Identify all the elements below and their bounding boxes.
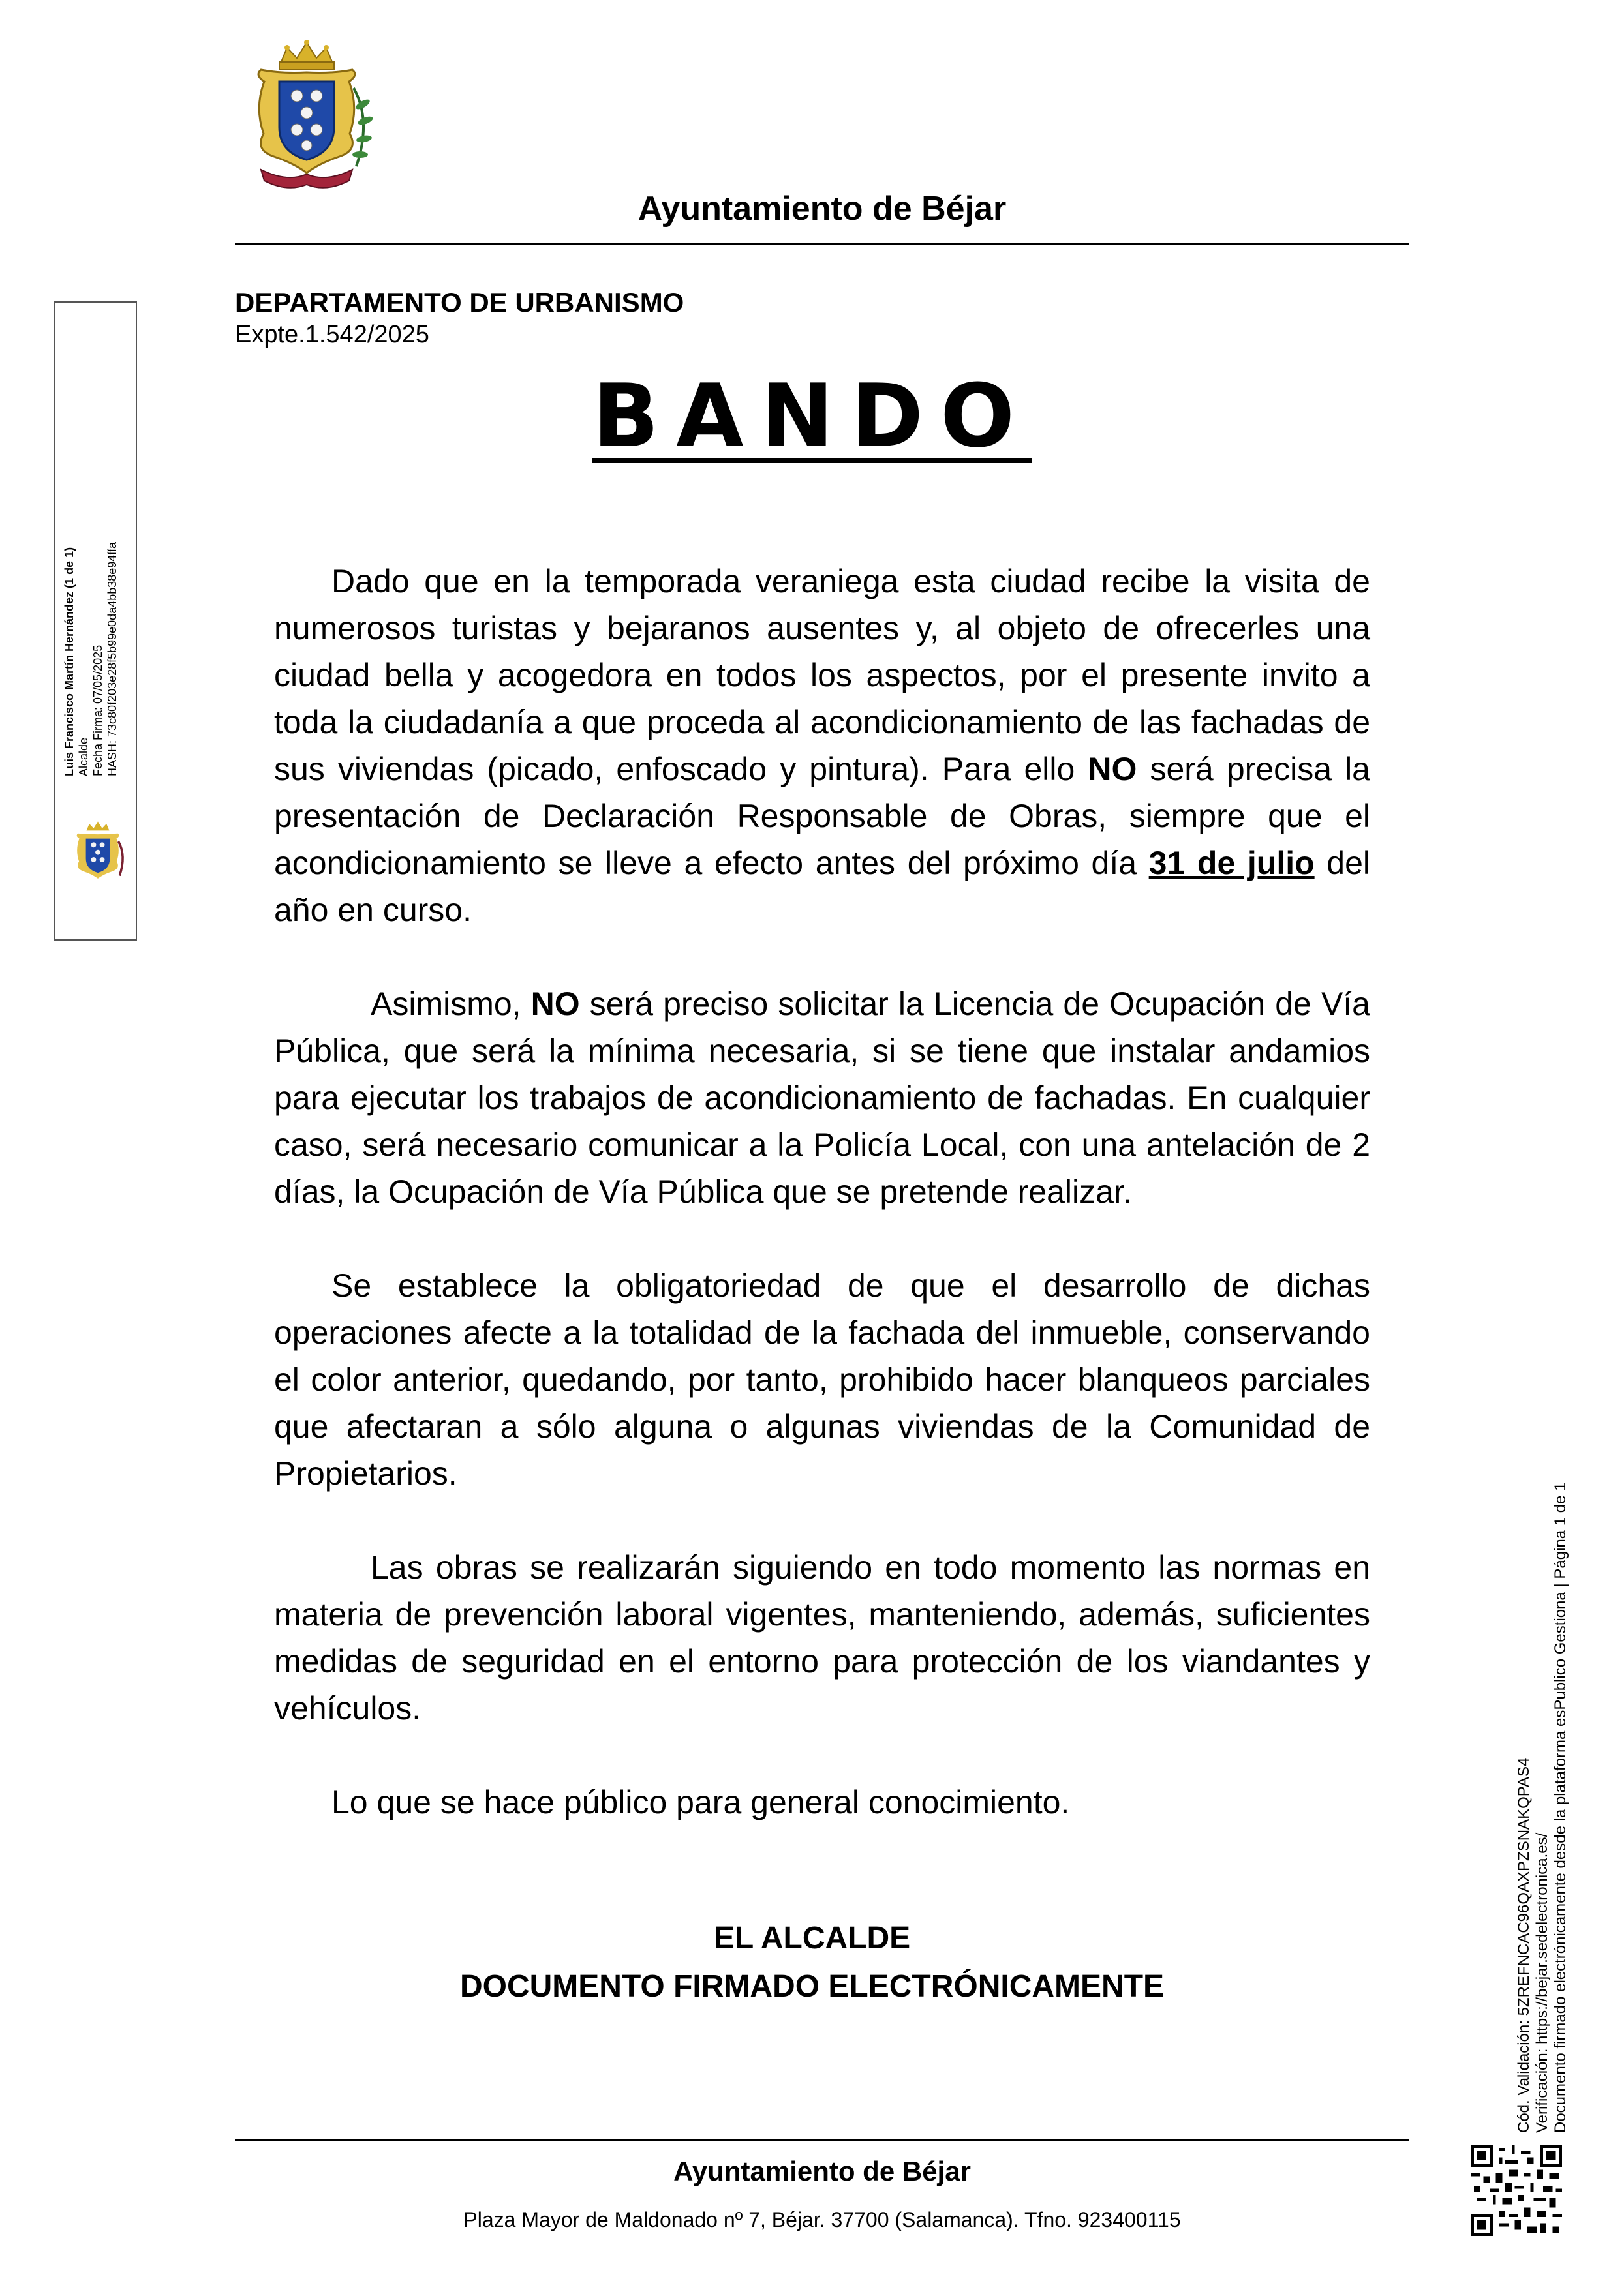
paragraph-5: Lo que se hace público para general conocimiento.: [331, 1784, 1070, 1820]
header-divider: [235, 243, 1409, 245]
footer-divider: [235, 2139, 1409, 2141]
paragraph-2-text-a: Asimismo,: [371, 986, 531, 1022]
paragraph-4: Las obras se realizarán siguiendo en todo momento las normas en materia de prevención laboral vigentes, manteniendo, además, suficientes medidas de seguridad en el entorno para protección de los viandantes y vehículos.: [274, 1549, 1370, 1727]
signature-role: EL ALCALDE: [713, 1921, 911, 1956]
coat-of-arms-icon: [235, 36, 378, 192]
paragraph-3: Se establece la obligatoriedad de que el desarrollo de dichas operaciones afecte a la totalidad de la fachada del inmueble, conservando el color anterior, quedando, por tanto, prohibido hacer blanqueos parciales que afectaran a sólo alguna o algunas viviendas de la Comunidad de Propietarios.: [274, 1267, 1370, 1492]
paragraph-1: [274, 558, 1370, 933]
deadline-date: 31 de julio: [1148, 845, 1315, 881]
signature-block: [0, 1914, 1624, 2011]
validation-code: Cód. Validación: 5ZREFNCAC96QAXPZSNAKQPAS4: [1515, 1757, 1533, 2133]
signature-note: DOCUMENTO FIRMADO ELECTRÓNICAMENTE: [459, 1969, 1165, 2004]
header-title: Ayuntamiento de Béjar: [637, 190, 1007, 228]
document-heading: [0, 365, 1624, 467]
paragraph-1-text-a: Dado que en la temporada veraniega esta ciudad recibe la visita de numerosos turistas y bejaranos ausentes y, al objeto de ofrecerles una ciudad bella y acogedora en todos los aspectos, por el presente invito a toda la ciudadanía a que proceda al acondicionamiento de las fachadas de sus viviendas (picado, enfoscado y pintura). Para ello: [274, 563, 1370, 787]
body-text: [274, 558, 1370, 1873]
validation-document-note: Documento firmado electrónicamente desde la plataforma esPublico Gestiona | Página 1 de 1: [1552, 1482, 1569, 2133]
paragraph-1-text-c: será precisa la presentación de Declaración Responsable de Obras, siempre que el acondicionamiento se lleve a efecto antes del próximo día: [274, 751, 1370, 881]
paragraph-2-emphasis: NO: [530, 986, 580, 1022]
footer-title: Ayuntamiento de Béjar: [673, 2156, 971, 2186]
paragraph-2-text-c: será preciso solicitar la Licencia de Ocupación de Vía Pública, que será la mínima necesaria, si se tiene que instalar andamios para ejecutar los trabajos de acondicionamiento de fachadas. En cualquier caso, será necesario comunicar a la Policía Local, con una antelación de 2 días, la Ocupación de Vía Pública que se pretende realizar.: [274, 986, 1370, 1210]
department-label: DEPARTAMENTO DE URBANISMO: [235, 287, 684, 318]
paragraph-2: [274, 980, 1370, 1215]
stamp-signer-role: Alcalde: [77, 737, 90, 776]
paragraph-1-text-e: del año en curso.: [274, 845, 1370, 928]
stamp-hash: HASH: 73c80f203e28f5b99e0da4bb38e94ffa: [106, 542, 119, 776]
stamp-signer-name: Luis Francisco Martín Hernández (1 de 1): [63, 547, 76, 776]
footer-address: Plaza Mayor de Maldonado nº 7, Béjar. 37700 (Salamanca). Tfno. 923400115: [463, 2208, 1181, 2231]
stamp-coat-of-arms-icon: [64, 819, 132, 887]
validation-url: Verificación: https://bejar.sedelectronica.es/: [1533, 1832, 1551, 2133]
heading-text: BANDO: [592, 365, 1032, 467]
expediente-number: Expte.1.542/2025: [235, 321, 429, 348]
stamp-sign-date: Fecha Firma: 07/05/2025: [91, 644, 104, 776]
paragraph-1-emphasis: NO: [1088, 751, 1137, 787]
qr-code-icon[interactable]: [1471, 2145, 1562, 2236]
